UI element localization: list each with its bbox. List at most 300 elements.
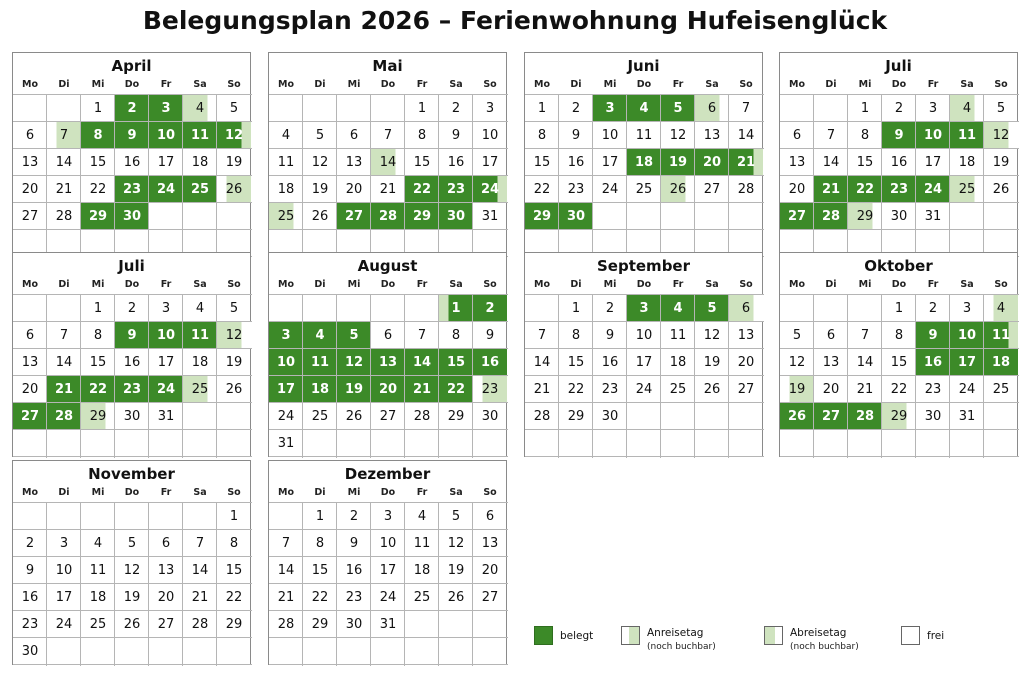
day-cell-frei: 7	[417, 328, 427, 343]
day-cell-frei: 7	[281, 536, 291, 551]
day-cell-abreisetag: 29	[848, 203, 882, 230]
day-cell-belegt: 16	[473, 349, 507, 376]
day-cell-frei: 25	[89, 617, 107, 632]
weekday-header: So	[739, 79, 753, 90]
day-cell-frei: 12	[669, 128, 687, 143]
weekday-header: Di	[825, 279, 837, 290]
day-cell-belegt: 22	[405, 176, 439, 203]
day-cell-frei: 15	[890, 355, 908, 370]
day-cell-frei: 18	[669, 355, 687, 370]
weekday-header: So	[483, 487, 497, 498]
day-cell-frei: 4	[93, 536, 103, 551]
day-cell-belegt: 23	[115, 176, 149, 203]
weekday-header: Do	[380, 279, 396, 290]
day-cell-belegt: 17	[950, 349, 984, 376]
day-cell-frei: 2	[25, 536, 35, 551]
weekday-header: Fr	[672, 79, 684, 90]
day-cell-frei: 8	[451, 328, 461, 343]
weekday-header: Mi	[347, 487, 361, 498]
legend-label: belegt	[560, 630, 594, 642]
day-cell-abreisetag: 12	[217, 322, 251, 349]
day-cell-frei: 14	[822, 155, 840, 170]
day-cell-frei: 17	[601, 155, 619, 170]
day-cell-frei: 10	[379, 536, 397, 551]
day-cell-belegt: 27	[780, 203, 814, 230]
day-cell-frei: 7	[59, 328, 69, 343]
day-cell-frei: 1	[417, 101, 427, 116]
month-name: Juli	[118, 257, 145, 275]
day-cell-frei: 7	[195, 536, 205, 551]
day-cell-belegt: 23	[882, 176, 916, 203]
weekday-header: So	[483, 279, 497, 290]
weekday-header: Do	[891, 79, 907, 90]
day-cell-frei: 29	[311, 617, 329, 632]
day-cell-frei: 10	[55, 563, 73, 578]
day-cell-belegt: 11	[183, 122, 217, 149]
page-title: Belegungsplan 2026 – Ferienwohnung Hufeisenglück	[142, 6, 888, 35]
day-cell-frei: 12	[703, 328, 721, 343]
day-cell-frei: 23	[601, 382, 619, 397]
day-cell-belegt: 10	[916, 122, 950, 149]
day-cell-frei: 12	[788, 355, 806, 370]
weekday-header: So	[227, 79, 241, 90]
day-cell-frei: 2	[349, 509, 359, 524]
day-cell-frei: 28	[191, 617, 209, 632]
day-cell-frei: 14	[55, 355, 73, 370]
day-cell-belegt: 11	[183, 322, 217, 349]
day-cell-belegt: 9	[115, 122, 149, 149]
day-cell-frei: 7	[860, 328, 870, 343]
weekday-header: So	[483, 79, 497, 90]
day-cell-frei: 8	[417, 128, 427, 143]
day-cell-belegt: 8	[81, 122, 115, 149]
day-cell-frei: 3	[59, 536, 69, 551]
day-cell-belegt: 30	[559, 203, 593, 230]
weekday-header: Do	[124, 487, 140, 498]
day-cell-frei: 30	[21, 644, 39, 659]
day-cell-frei: 17	[55, 590, 73, 605]
day-cell-abreisetag: 25	[183, 376, 217, 403]
weekday-header: Do	[380, 79, 396, 90]
day-cell-belegt: 4	[661, 295, 695, 322]
weekday-header: Sa	[449, 279, 463, 290]
day-cell-frei: 18	[191, 155, 209, 170]
day-cell-frei: 2	[127, 301, 137, 316]
weekday-header: Fr	[416, 487, 428, 498]
day-cell-belegt: 24	[916, 176, 950, 203]
weekday-header: Sa	[193, 79, 207, 90]
day-cell-frei: 11	[669, 328, 687, 343]
weekday-header: Mo	[278, 79, 294, 90]
day-cell-abreisetag: 25	[269, 203, 303, 230]
day-cell-frei: 26	[311, 209, 329, 224]
day-cell-frei: 27	[157, 617, 175, 632]
day-cell-belegt: 16	[916, 349, 950, 376]
day-cell-belegt: 3	[627, 295, 661, 322]
month-name: April	[111, 57, 152, 75]
weekday-header: Di	[58, 279, 70, 290]
weekday-header: Do	[891, 279, 907, 290]
day-cell-frei: 19	[123, 590, 141, 605]
weekday-header: So	[994, 279, 1008, 290]
day-cell-frei: 18	[89, 590, 107, 605]
day-cell-frei: 10	[635, 328, 653, 343]
day-cell-belegt: 19	[337, 376, 371, 403]
day-cell-frei: 6	[349, 128, 359, 143]
month-juli	[12, 252, 251, 457]
day-cell-frei: 28	[277, 617, 295, 632]
month-oktober	[779, 252, 1018, 457]
weekday-header: Di	[314, 487, 326, 498]
weekday-header: Mo	[789, 79, 805, 90]
day-cell-frei: 23	[567, 182, 585, 197]
day-cell-belegt: 27	[13, 403, 47, 430]
day-cell-frei: 22	[225, 590, 243, 605]
day-cell-frei: 17	[635, 355, 653, 370]
day-cell-belegt: 22	[848, 176, 882, 203]
day-cell-belegt: 10	[149, 122, 183, 149]
day-cell-frei: 8	[93, 328, 103, 343]
weekday-header: Di	[314, 279, 326, 290]
day-cell-frei: 25	[669, 382, 687, 397]
day-cell-frei: 8	[571, 328, 581, 343]
day-cell-frei: 20	[157, 590, 175, 605]
day-cell-frei: 13	[345, 155, 363, 170]
day-cell-frei: 11	[277, 155, 295, 170]
day-cell-frei: 16	[890, 155, 908, 170]
weekday-header: Fr	[160, 279, 172, 290]
day-cell-frei: 30	[481, 409, 499, 424]
day-cell-frei: 9	[349, 536, 359, 551]
day-cell-anreisetag: 7	[47, 122, 81, 149]
day-cell-belegt: 20	[695, 149, 729, 176]
day-cell-frei: 11	[635, 128, 653, 143]
day-cell-frei: 16	[601, 355, 619, 370]
day-cell-frei: 20	[481, 563, 499, 578]
weekday-header: Mi	[858, 279, 872, 290]
day-cell-frei: 4	[281, 128, 291, 143]
day-cell-frei: 16	[567, 155, 585, 170]
day-cell-frei: 23	[21, 617, 39, 632]
weekday-header: Mi	[603, 79, 617, 90]
weekday-header: Mo	[278, 279, 294, 290]
day-cell-frei: 17	[157, 155, 175, 170]
day-cell-belegt: 4	[303, 322, 337, 349]
day-cell-frei: 3	[928, 101, 938, 116]
weekday-header: Mo	[22, 79, 38, 90]
day-cell-frei: 27	[21, 209, 39, 224]
weekday-header: Mi	[91, 487, 105, 498]
day-cell-frei: 23	[345, 590, 363, 605]
day-cell-belegt: 29	[405, 203, 439, 230]
day-cell-frei: 23	[924, 382, 942, 397]
day-cell-frei: 6	[792, 128, 802, 143]
day-cell-frei: 3	[962, 301, 972, 316]
day-cell-frei: 4	[417, 509, 427, 524]
day-cell-frei: 14	[737, 128, 755, 143]
weekday-header: Mo	[22, 487, 38, 498]
day-cell-belegt: 5	[695, 295, 729, 322]
day-cell-belegt: 18	[627, 149, 661, 176]
day-cell-frei: 4	[195, 301, 205, 316]
day-cell-frei: 28	[55, 209, 73, 224]
day-cell-frei: 19	[992, 155, 1010, 170]
weekday-header: Fr	[416, 79, 428, 90]
day-cell-frei: 22	[533, 182, 551, 197]
day-cell-frei: 5	[792, 328, 802, 343]
weekday-header: Mo	[789, 279, 805, 290]
day-cell-frei: 14	[856, 355, 874, 370]
day-cell-abreisetag: 14	[371, 149, 405, 176]
day-cell-frei: 30	[123, 409, 141, 424]
day-cell-frei: 28	[413, 409, 431, 424]
legend-swatch	[621, 626, 640, 645]
day-cell-frei: 18	[958, 155, 976, 170]
day-cell-frei: 7	[741, 101, 751, 116]
day-cell-frei: 24	[277, 409, 295, 424]
day-cell-frei: 25	[992, 382, 1010, 397]
day-cell-belegt: 10	[950, 322, 984, 349]
legend-sublabel: (noch buchbar)	[647, 642, 716, 652]
weekday-header: Sa	[705, 79, 719, 90]
day-cell-frei: 13	[737, 328, 755, 343]
day-cell-frei: 6	[25, 128, 35, 143]
day-cell-belegt: 5	[337, 322, 371, 349]
day-cell-belegt: 29	[81, 203, 115, 230]
weekday-header: Mo	[22, 279, 38, 290]
day-cell-frei: 19	[703, 355, 721, 370]
day-cell-frei: 31	[277, 436, 295, 451]
day-cell-frei: 9	[485, 328, 495, 343]
day-cell-abreisetag: 6	[729, 295, 763, 322]
weekday-header: So	[227, 279, 241, 290]
weekday-header: Fr	[672, 279, 684, 290]
day-cell-frei: 1	[894, 301, 904, 316]
day-cell-belegt: 24	[149, 176, 183, 203]
day-cell-frei: 14	[533, 355, 551, 370]
day-cell-frei: 10	[481, 128, 499, 143]
day-cell-belegt: 18	[984, 349, 1018, 376]
day-cell-belegt: 28	[848, 403, 882, 430]
day-cell-frei: 24	[635, 382, 653, 397]
day-cell-frei: 26	[992, 182, 1010, 197]
day-cell-frei: 17	[379, 563, 397, 578]
day-cell-frei: 8	[860, 128, 870, 143]
day-cell-abreisetag: 26	[661, 176, 695, 203]
day-cell-belegt: 3	[149, 95, 183, 122]
day-cell-frei: 13	[157, 563, 175, 578]
day-cell-belegt: 5	[661, 95, 695, 122]
day-cell-frei: 6	[25, 328, 35, 343]
month-september	[524, 252, 763, 457]
weekday-header: Mi	[347, 279, 361, 290]
day-cell-frei: 7	[826, 128, 836, 143]
legend-label: Abreisetag	[790, 627, 847, 639]
month-august	[268, 252, 507, 457]
day-cell-frei: 20	[21, 182, 39, 197]
day-cell-belegt: 28	[47, 403, 81, 430]
weekday-header: Do	[636, 79, 652, 90]
day-cell-belegt: 9	[916, 322, 950, 349]
day-cell-belegt: 2	[115, 95, 149, 122]
day-cell-belegt: 4	[627, 95, 661, 122]
day-cell-frei: 16	[345, 563, 363, 578]
day-cell-frei: 1	[93, 101, 103, 116]
day-cell-belegt-abreise: 21	[729, 149, 763, 176]
day-cell-anreisetag: 23	[473, 376, 507, 403]
weekday-header: Fr	[160, 487, 172, 498]
month-name: August	[357, 257, 418, 275]
day-cell-frei: 6	[485, 509, 495, 524]
day-cell-frei: 27	[379, 409, 397, 424]
weekday-header: Mi	[858, 79, 872, 90]
weekday-header: Di	[570, 279, 582, 290]
weekday-header: Sa	[449, 79, 463, 90]
day-cell-frei: 20	[737, 355, 755, 370]
day-cell-abreisetag: 12	[984, 122, 1018, 149]
day-cell-belegt: 3	[269, 322, 303, 349]
day-cell-frei: 2	[571, 101, 581, 116]
weekday-header: Fr	[927, 79, 939, 90]
day-cell-frei: 9	[451, 128, 461, 143]
day-cell-frei: 26	[345, 409, 363, 424]
day-cell-frei: 18	[191, 355, 209, 370]
day-cell-frei: 2	[605, 301, 615, 316]
weekday-header: So	[739, 279, 753, 290]
month-april	[12, 52, 251, 257]
weekday-header: Mi	[603, 279, 617, 290]
day-cell-belegt: 27	[337, 203, 371, 230]
month-name: Oktober	[864, 257, 933, 275]
day-cell-frei: 29	[225, 617, 243, 632]
day-cell-frei: 19	[311, 182, 329, 197]
day-cell-frei: 28	[533, 409, 551, 424]
day-cell-frei: 15	[225, 563, 243, 578]
day-cell-frei: 19	[225, 155, 243, 170]
day-cell-frei: 24	[601, 182, 619, 197]
day-cell-abreisetag: 6	[695, 95, 729, 122]
legend-swatch	[764, 626, 783, 645]
day-cell-frei: 15	[311, 563, 329, 578]
day-cell-belegt: 19	[661, 149, 695, 176]
weekday-header: Sa	[705, 279, 719, 290]
day-cell-frei: 9	[25, 563, 35, 578]
day-cell-frei: 8	[315, 536, 325, 551]
day-cell-frei: 29	[567, 409, 585, 424]
day-cell-frei: 13	[481, 536, 499, 551]
weekday-header: Di	[58, 79, 70, 90]
day-cell-frei: 24	[958, 382, 976, 397]
weekday-header: Do	[380, 487, 396, 498]
day-cell-frei: 17	[481, 155, 499, 170]
day-cell-frei: 1	[860, 101, 870, 116]
day-cell-frei: 30	[345, 617, 363, 632]
day-cell-frei: 31	[481, 209, 499, 224]
day-cell-frei: 31	[924, 209, 942, 224]
weekday-header: Mo	[534, 279, 550, 290]
day-cell-belegt: 27	[814, 403, 848, 430]
day-cell-belegt: 17	[269, 376, 303, 403]
month-november	[12, 460, 251, 665]
day-cell-frei: 5	[315, 128, 325, 143]
day-cell-frei: 2	[894, 101, 904, 116]
day-cell-frei: 19	[447, 563, 465, 578]
day-cell-frei: 26	[703, 382, 721, 397]
day-cell-frei: 6	[383, 328, 393, 343]
day-cell-belegt: 25	[183, 176, 217, 203]
day-cell-anreise-belegt: 1	[439, 295, 473, 322]
day-cell-belegt: 21	[47, 376, 81, 403]
weekday-header: Mi	[91, 79, 105, 90]
day-cell-frei: 10	[601, 128, 619, 143]
day-cell-belegt-abreise: 12	[217, 122, 251, 149]
day-cell-frei: 9	[605, 328, 615, 343]
weekday-header: Sa	[193, 279, 207, 290]
day-cell-belegt: 14	[405, 349, 439, 376]
day-cell-belegt: 18	[303, 376, 337, 403]
weekday-header: Mi	[91, 279, 105, 290]
day-cell-frei: 1	[571, 301, 581, 316]
day-cell-frei: 1	[93, 301, 103, 316]
day-cell-frei: 31	[958, 409, 976, 424]
day-cell-frei: 16	[123, 155, 141, 170]
day-cell-belegt: 12	[337, 349, 371, 376]
day-cell-frei: 26	[123, 617, 141, 632]
legend-swatch	[534, 626, 553, 645]
day-cell-belegt-abreise: 11	[984, 322, 1018, 349]
weekday-header: Do	[124, 79, 140, 90]
day-cell-frei: 16	[447, 155, 465, 170]
day-cell-frei: 8	[537, 128, 547, 143]
weekday-header: Sa	[960, 279, 974, 290]
legend-swatch	[901, 626, 920, 645]
weekday-header: Do	[124, 279, 140, 290]
day-cell-frei: 26	[225, 382, 243, 397]
weekday-header: Sa	[960, 79, 974, 90]
day-cell-frei: 30	[601, 409, 619, 424]
day-cell-abreisetag: 25	[950, 176, 984, 203]
day-cell-belegt: 30	[439, 203, 473, 230]
day-cell-frei: 31	[157, 409, 175, 424]
weekday-header: Fr	[160, 79, 172, 90]
day-cell-frei: 3	[383, 509, 393, 524]
day-cell-belegt: 9	[115, 322, 149, 349]
month-name: September	[597, 257, 690, 275]
day-cell-frei: 15	[413, 155, 431, 170]
weekday-header: Sa	[449, 487, 463, 498]
day-cell-frei: 5	[229, 301, 239, 316]
day-cell-frei: 18	[413, 563, 431, 578]
day-cell-abreisetag: 4	[183, 95, 217, 122]
day-cell-belegt: 29	[525, 203, 559, 230]
day-cell-belegt: 11	[303, 349, 337, 376]
day-cell-frei: 22	[567, 382, 585, 397]
day-cell-belegt: 3	[593, 95, 627, 122]
weekday-header: Mi	[347, 79, 361, 90]
month-juni	[524, 52, 763, 257]
day-cell-frei: 12	[447, 536, 465, 551]
day-cell-frei: 21	[191, 590, 209, 605]
day-cell-frei: 13	[822, 355, 840, 370]
day-cell-frei: 25	[311, 409, 329, 424]
day-cell-frei: 3	[161, 301, 171, 316]
day-cell-frei: 12	[123, 563, 141, 578]
day-cell-frei: 21	[533, 382, 551, 397]
legend-label: Anreisetag	[647, 627, 704, 639]
day-cell-belegt: 26	[780, 403, 814, 430]
day-cell-frei: 24	[55, 617, 73, 632]
day-cell-frei: 18	[277, 182, 295, 197]
